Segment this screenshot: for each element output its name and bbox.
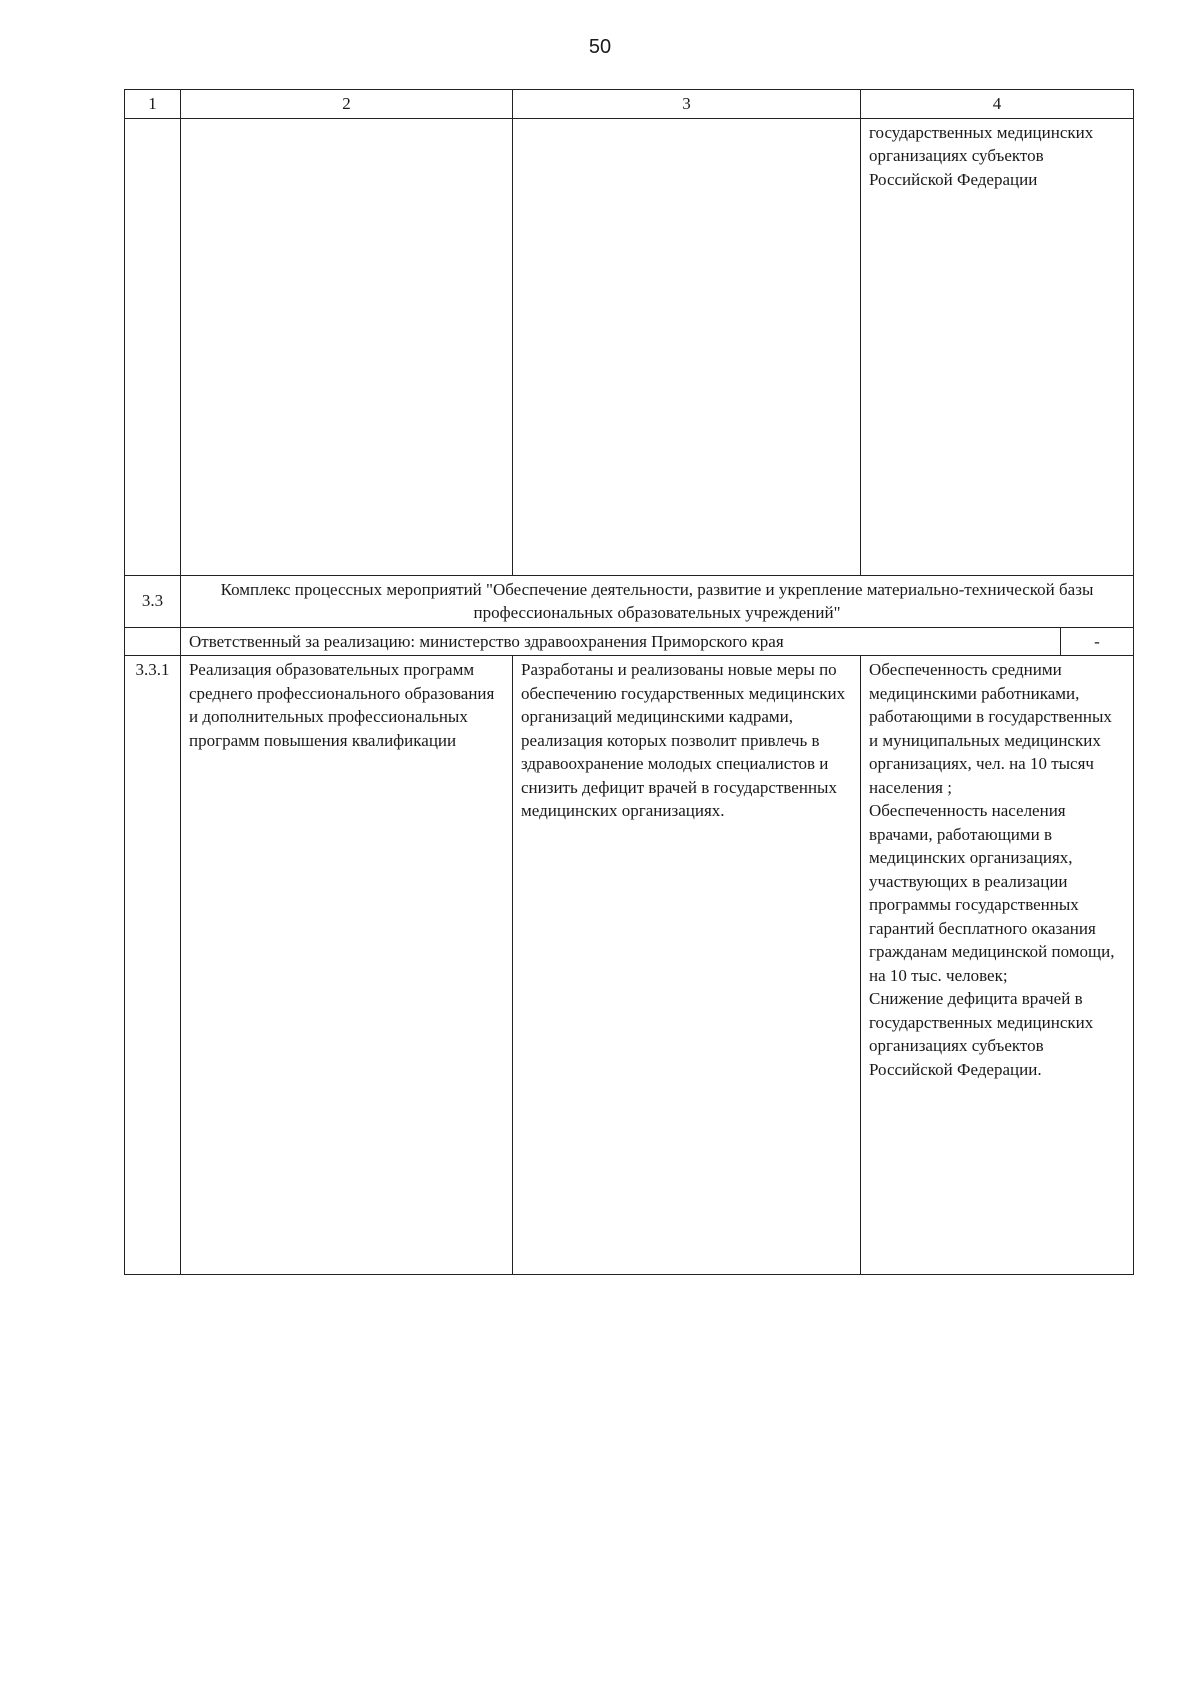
item-indicators: [861, 656, 1134, 1275]
responsible-empty-cell: [125, 627, 181, 656]
cont-cell-1: [125, 118, 181, 575]
indicator-1: Обеспеченность средними медицинскими работниками, работающими в государственных и муниципальных медицинских организациях, чел. на 10 тысяч населения ;: [869, 660, 1112, 797]
section-number: 3.3: [125, 575, 181, 627]
item-number: 3.3.1: [125, 656, 181, 1275]
header-col-3: 3: [513, 90, 861, 119]
responsible-value: -: [1060, 628, 1133, 656]
header-row: [125, 90, 1134, 119]
responsible-row: [125, 627, 1134, 656]
cont-cell-3: [513, 118, 861, 575]
section-row: [125, 575, 1134, 627]
plan-table: [124, 89, 1134, 1275]
page-number: 50: [588, 36, 612, 58]
indicator-2: Обеспеченность населения врачами, работающими в медицинских организациях, участвующих в реализации программы государственных гарантий бесплатного оказания гражданам медицинской помощи, на 10 тыс. человек;: [869, 801, 1115, 985]
header-col-1: 1: [125, 90, 181, 119]
responsible-text: Ответственный за реализацию: министерство здравоохранения Приморского края: [189, 631, 784, 651]
indicator-3: Снижение дефицита врачей в государственных медицинских организациях субъектов Российской Федерации.: [869, 989, 1094, 1079]
cont-cell-4: государственных медицинских организациях субъектов Российской Федерации: [861, 118, 1134, 575]
header-col-4: 4: [861, 90, 1134, 119]
header-col-2: 2: [181, 90, 513, 119]
section-title: Комплекс процессных мероприятий "Обеспечение деятельности, развитие и укрепление материально-технической базы профессиональных образовательных учреждений": [181, 575, 1134, 627]
responsible-cell: [181, 627, 1134, 656]
item-task: Реализация образовательных программ среднего профессионального образования и дополнительных профессиональных программ повышения квалификации: [181, 656, 513, 1275]
item-row: [125, 656, 1134, 1275]
item-result: Разработаны и реализованы новые меры по обеспечению государственных медицинских организаций медицинскими кадрами, реализация которых позволит привлечь в здравоохранение молодых специалистов и снизить дефицит врачей в государственных медицинских организациях.: [513, 656, 861, 1275]
cont-cell-2: [181, 118, 513, 575]
continuation-row: [125, 118, 1134, 575]
